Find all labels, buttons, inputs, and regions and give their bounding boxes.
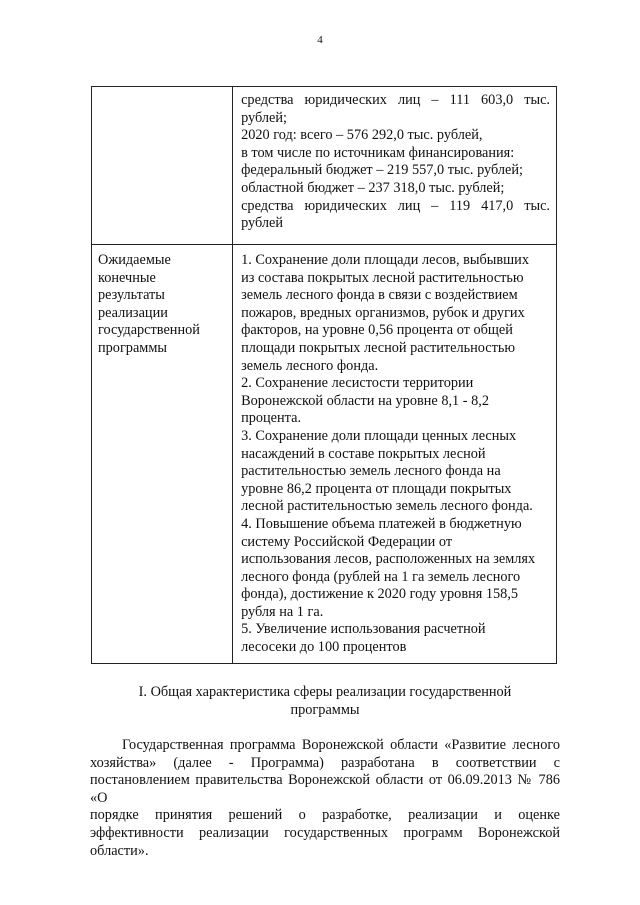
paragraph-line: хозяйства» (далее - Программа) разработана в соответствии с [90, 754, 560, 771]
funding-line: рублей [241, 215, 284, 232]
results-line: земель лесного фонда. [241, 357, 379, 374]
body-paragraph [90, 737, 560, 860]
funding-line: средства юридических лиц – 111 603,0 тыс. [241, 92, 550, 108]
results-label-line: программы [98, 339, 168, 356]
results-line: факторов, на уровне 0,56 процента от общей [241, 322, 513, 339]
results-text [233, 245, 556, 663]
page-number: 4 [317, 34, 323, 46]
funding-label-cell [92, 87, 233, 245]
funding-row [92, 87, 557, 245]
results-line: площади покрытых лесной растительностью [241, 339, 516, 356]
results-label-cell [92, 245, 233, 664]
results-line: 5. Увеличение использования расчетной [241, 621, 486, 638]
passport-table [91, 86, 557, 664]
section-title-line: I. Общая характеристика сферы реализации государственной [138, 684, 512, 700]
results-value-cell [233, 245, 557, 664]
results-line: лесной растительностью земель лесного фонда. [241, 498, 533, 515]
results-line: 2. Сохранение лесистости территории [241, 375, 474, 392]
funding-value-cell [233, 87, 557, 245]
paragraph-line: Государственная программа Воронежской области «Развитие лесного [122, 737, 560, 753]
section-title-line: программы [290, 702, 360, 718]
results-line: 4. Повышение объема платежей в бюджетную [241, 515, 522, 532]
results-line: земель лесного фонда в связи с воздействием [241, 287, 518, 304]
funding-line: рублей; [241, 109, 288, 126]
funding-line: 2020 год: всего – 576 292,0 тыс. рублей, [241, 127, 483, 144]
results-line: 3. Сохранение доли площади ценных лесных [241, 427, 517, 444]
results-label-line: конечные [98, 269, 156, 286]
results-line: 1. Сохранение доли площади лесов, выбывших [241, 252, 529, 268]
paragraph-line: постановлением правительства Воронежской области от 06.09.2013 № 786 «О [90, 772, 560, 806]
funding-line: федеральный бюджет – 219 557,0 тыс. рублей; [241, 162, 524, 179]
results-line: насаждений в составе покрытых лесной [241, 445, 486, 462]
paragraph-line: эффективности реализации государственных программ Воронежской [90, 824, 560, 841]
results-line: систему Российской Федерации от [241, 533, 453, 550]
results-line: из состава покрытых лесной растительностью [241, 269, 524, 286]
results-line: использования лесов, расположенных на землях [241, 551, 536, 568]
results-line: процента. [241, 410, 302, 427]
results-line: уровне 86,2 процента от площади покрытых [241, 480, 512, 497]
results-line: лесного фонда (рублей на 1 га земель лесного [241, 568, 521, 585]
paragraph-line: порядке принятия решений о разработке, реализации и оценке [90, 807, 560, 824]
funding-text [233, 87, 556, 244]
results-line: растительностью земель лесного фонда на [241, 463, 501, 480]
results-label-line: Ожидаемые [98, 252, 171, 268]
results-label [92, 245, 232, 358]
paragraph-line: области». [90, 842, 149, 859]
results-line: пожаров, вредных организмов, рубок и других [241, 304, 525, 321]
results-line: рубля на 1 га. [241, 603, 324, 620]
results-label-line: государственной [98, 322, 200, 339]
results-line: Воронежской области на уровне 8,1 - 8,2 [241, 392, 489, 409]
results-label-line: реализации [98, 304, 168, 321]
funding-line: областной бюджет – 237 318,0 тыс. рублей; [241, 179, 505, 196]
funding-line: средства юридических лиц – 119 417,0 тыс. [241, 197, 550, 214]
section-title [90, 683, 560, 719]
funding-line: в том числе по источникам финансирования: [241, 144, 515, 161]
results-row [92, 245, 557, 664]
results-line: фонда), достижение к 2020 году уровня 158,5 [241, 586, 519, 603]
results-line: лесосеки до 100 процентов [241, 639, 407, 656]
results-label-line: результаты [98, 287, 165, 304]
